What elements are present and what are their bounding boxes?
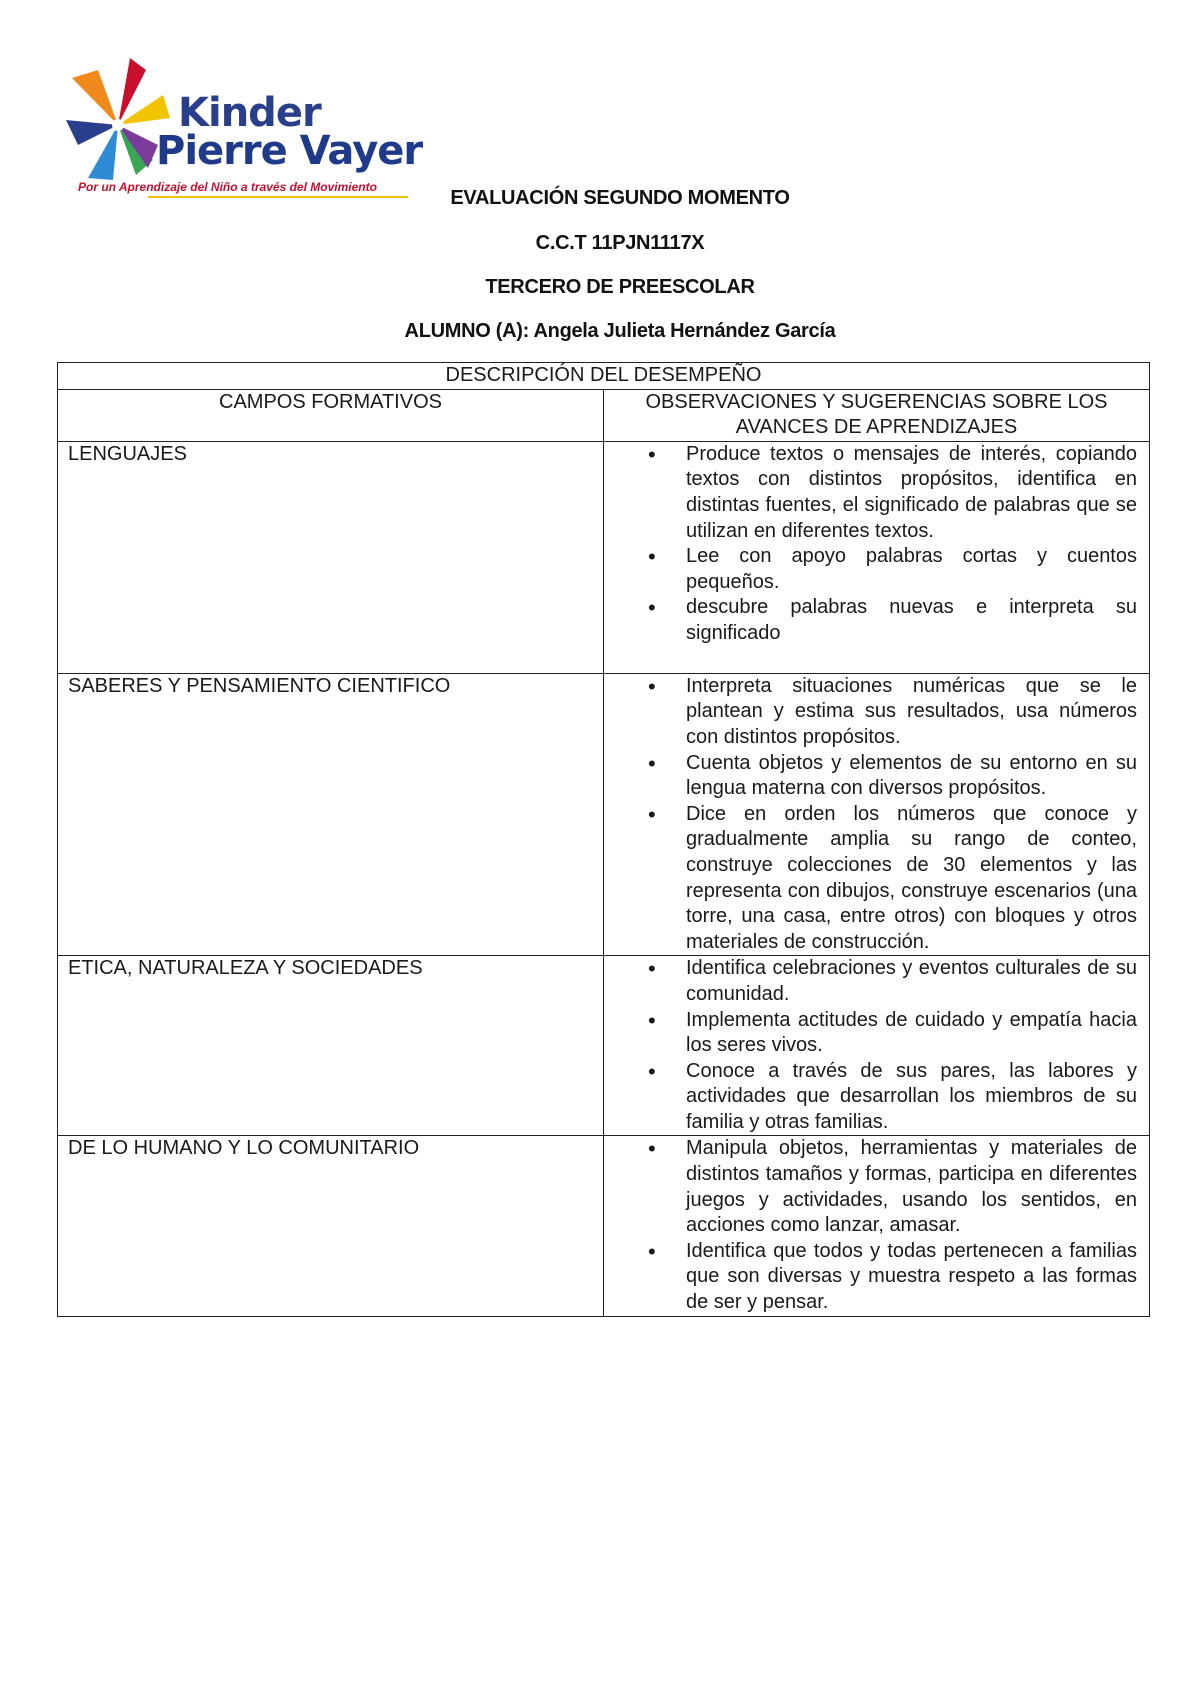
observations-cell [604, 673, 1150, 956]
table-row [58, 956, 1150, 1136]
document-title: EVALUACIÓN SEGUNDO MOMENTO [450, 187, 790, 209]
table-row [58, 673, 1150, 956]
pinwheel-logo-icon [58, 50, 178, 200]
table-row [58, 441, 1150, 673]
observations-list [614, 442, 1139, 647]
list-item: • Produce textos o mensajes de interés, copiando textos con distintos propósitos, identifica en distintas fuentes, el significado de palabras que se utilizan en diferentes textos. [686, 442, 1137, 544]
formative-field: SABERES Y PENSAMIENTO CIENTIFICO [58, 673, 604, 956]
table-header-row [58, 389, 1150, 441]
list-item: • Dice en orden los números que conoce y gradualmente amplia su rango de conteo, construye colecciones de 30 elementos y las representa con dibujos, construye escenarios (una torre, una casa, entre otros) con bloques y otros materiales de construcción. [686, 802, 1137, 956]
formative-field: DE LO HUMANO Y LO COMUNITARIO [58, 1136, 604, 1316]
logo-text-kinder: Kinder [178, 90, 321, 136]
list-item: • Cuenta objetos y elementos de su entorno en su lengua materna con diversos propósitos. [686, 751, 1137, 802]
formative-field: LENGUAJES [58, 441, 604, 673]
list-item: • Conoce a través de sus pares, las labores y actividades que desarrollan los miembros de su familia y otras familias. [686, 1059, 1137, 1136]
table-caption-row [58, 363, 1150, 390]
list-item: • Implementa actitudes de cuidado y empatía hacia los seres vivos. [686, 1008, 1137, 1059]
list-item: • Identifica celebraciones y eventos culturales de su comunidad. [686, 956, 1137, 1007]
table-row [58, 1136, 1150, 1316]
observations-list [614, 956, 1139, 1135]
column-header-fields: CAMPOS FORMATIVOS [58, 389, 604, 441]
formative-field: ETICA, NATURALEZA Y SOCIEDADES [58, 956, 604, 1136]
school-logo [58, 50, 423, 200]
logo-tagline: Por un Aprendizaje del Niño a través del Movimiento [78, 180, 377, 194]
logo-text-pierre-vayer: Pierre Vayer [156, 128, 423, 174]
performance-table [57, 362, 1150, 1317]
list-item: • Identifica que todos y todas pertenecen a familias que son diversas y muestra respeto a las formas de ser y pensar. [686, 1239, 1137, 1316]
observations-list [614, 1136, 1139, 1315]
list-item: • Manipula objetos, herramientas y materiales de distintos tamaños y formas, participa en diferentes juegos y actividades, usando los sentidos, en acciones como lanzar, amasar. [686, 1136, 1137, 1238]
observations-cell [604, 441, 1150, 673]
observations-list [614, 674, 1139, 956]
grade-level: TERCERO DE PREESCOLAR [485, 276, 755, 298]
table-caption: DESCRIPCIÓN DEL DESEMPEÑO [58, 363, 1150, 390]
column-header-observations: OBSERVACIONES Y SUGERENCIAS SOBRE LOS AVANCES DE APRENDIZAJES [604, 389, 1150, 441]
list-item: • Interpreta situaciones numéricas que se le plantean y estima sus resultados, usa números con distintos propósitos. [686, 674, 1137, 751]
observations-cell [604, 1136, 1150, 1316]
list-item: • Lee con apoyo palabras cortas y cuentos pequeños. [686, 544, 1137, 595]
list-item: • descubre palabras nuevas e interpreta su significado [686, 595, 1137, 646]
observations-cell [604, 956, 1150, 1136]
student-name: ALUMNO (A): Angela Julieta Hernández García [404, 320, 836, 342]
school-cct: C.C.T 11PJN1117X [535, 232, 705, 254]
